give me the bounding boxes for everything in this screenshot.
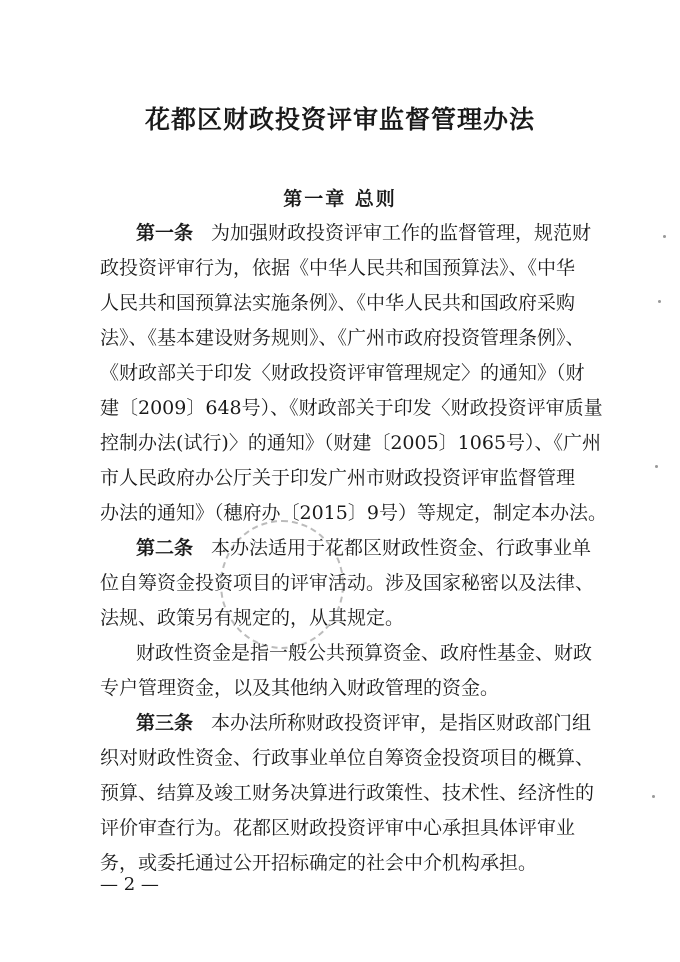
scan-speck bbox=[652, 795, 655, 798]
paragraph-line: 财政性资金是指一般公共预算资金、政府性基金、财政 bbox=[136, 642, 593, 664]
scan-speck bbox=[663, 235, 666, 238]
article-3-line: 第三条 本办法所称财政投资评审，是指区财政部门组 bbox=[136, 712, 592, 734]
article-label: 第一条 bbox=[136, 222, 194, 244]
article-3-line: 预算、结算及竣工财务决算进行政策性、技术性、经济性的 bbox=[100, 782, 595, 804]
article-label: 第三条 bbox=[136, 712, 194, 734]
article-1-line: 控制办法(试行)〉的通知》（财建〔2005〕1065号）、《广州 bbox=[100, 432, 602, 454]
article-1-line: 政投资评审行为，依据《中华人民共和国预算法》、《中华 bbox=[100, 257, 576, 279]
article-3-line: 评价审查行为。花都区财政投资评审中心承担具体评审业 bbox=[100, 817, 576, 839]
scan-speck bbox=[655, 465, 658, 468]
article-2-line: 第二条 本办法适用于花都区财政性资金、行政事业单 bbox=[136, 537, 592, 559]
article-1-line: 第一条 为加强财政投资评审工作的监督管理，规范财 bbox=[136, 222, 592, 244]
paragraph-line: 专户管理资金，以及其他纳入财政管理的资金。 bbox=[100, 677, 500, 699]
article-2-line: 法规、政策另有规定的，从其规定。 bbox=[100, 607, 405, 629]
article-1-line: 人民共和国预算法实施条例》、《中华人民共和国政府采购 bbox=[100, 292, 576, 314]
article-3-line: 织对财政性资金、行政事业单位自筹资金投资项目的概算、 bbox=[100, 747, 595, 769]
chapter-heading: 第一章 总则 bbox=[283, 188, 397, 210]
scan-speck bbox=[658, 300, 661, 303]
article-1-line: 办法的通知》（穗府办〔2015〕9号）等规定，制定本办法。 bbox=[100, 502, 607, 524]
document-title: 花都区财政投资评审监督管理办法 bbox=[144, 105, 535, 134]
article-1-line: 《财政部关于印发〈财政投资评审管理规定〉的通知》（财 bbox=[100, 362, 585, 384]
article-1-line: 建〔2009〕648号）、《财政部关于印发〈财政投资评审质量 bbox=[100, 397, 603, 419]
article-3-line: 务，或委托通过公开招标确定的社会中介机构承担。 bbox=[100, 852, 538, 874]
article-label: 第二条 bbox=[136, 537, 194, 559]
article-1-line: 法》、《基本建设财务规则》、《广州市政府投资管理条例》、 bbox=[100, 327, 585, 349]
article-1-line: 市人民政府办公厅关于印发广州市财政投资评审监督管理 bbox=[100, 467, 576, 489]
page-number: — 2 — bbox=[100, 874, 159, 895]
document-body bbox=[100, 216, 607, 881]
article-2-line: 位自筹资金投资项目的评审活动。涉及国家秘密以及法律、 bbox=[100, 572, 595, 594]
